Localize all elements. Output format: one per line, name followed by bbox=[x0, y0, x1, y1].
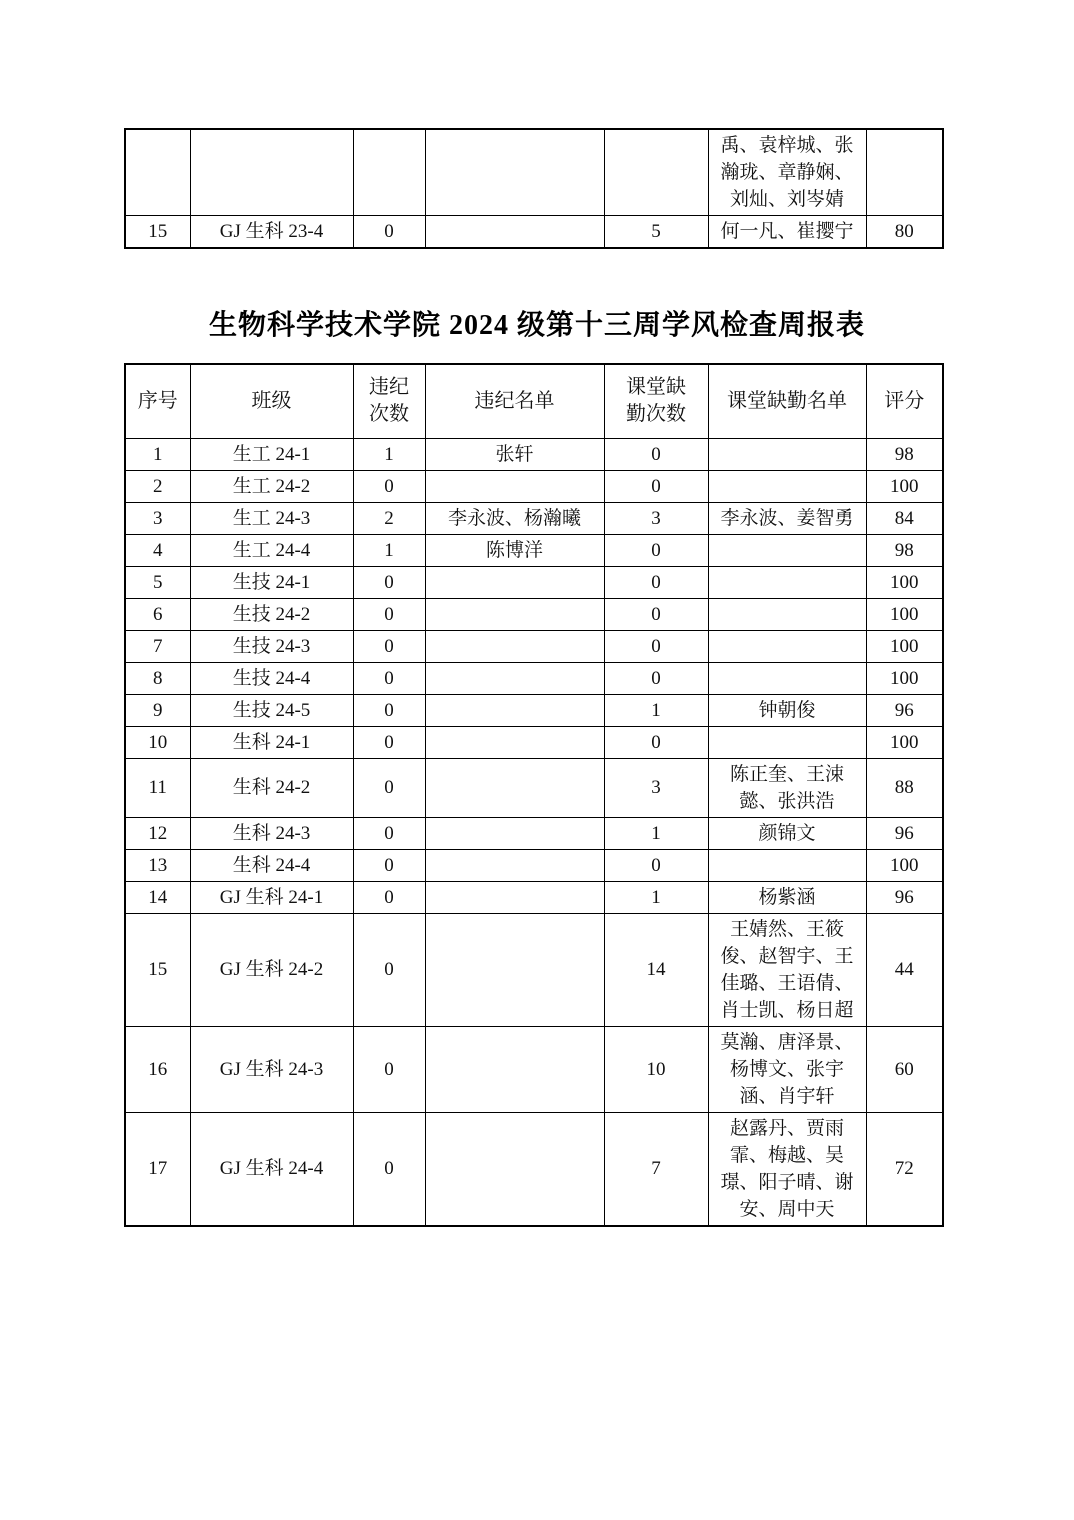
cell-score: 100 bbox=[866, 470, 943, 502]
cell-score: 96 bbox=[866, 694, 943, 726]
cell-absence-count: 0 bbox=[604, 438, 708, 470]
cell-no: 5 bbox=[125, 566, 190, 598]
cell-class bbox=[190, 129, 353, 216]
cell-absence-count: 7 bbox=[604, 1112, 708, 1226]
cell-violation-count: 0 bbox=[353, 849, 425, 881]
cell-absence-count: 0 bbox=[604, 598, 708, 630]
cell-class: GJ 生科 24-1 bbox=[190, 881, 353, 913]
cell-absence-count: 0 bbox=[604, 726, 708, 758]
table-row bbox=[125, 1112, 943, 1226]
table-row bbox=[125, 534, 943, 566]
cell-no: 7 bbox=[125, 630, 190, 662]
table-row bbox=[125, 662, 943, 694]
cell-absence-count: 1 bbox=[604, 817, 708, 849]
cell-score: 84 bbox=[866, 502, 943, 534]
cell-no: 15 bbox=[125, 913, 190, 1026]
cell-no bbox=[125, 129, 190, 216]
cell-class: 生工 24-3 bbox=[190, 502, 353, 534]
cell-violation-count: 1 bbox=[353, 534, 425, 566]
table-row bbox=[125, 913, 943, 1026]
previous-report-table-continuation bbox=[124, 128, 944, 249]
cell-violation-count: 0 bbox=[353, 470, 425, 502]
cell-violation-names bbox=[425, 566, 604, 598]
cell-violation-count: 0 bbox=[353, 216, 425, 249]
header-class: 班级 bbox=[190, 364, 353, 438]
table-row bbox=[125, 129, 943, 216]
cell-class: GJ 生科 24-4 bbox=[190, 1112, 353, 1226]
cell-score: 80 bbox=[866, 216, 943, 249]
cell-class: 生技 24-2 bbox=[190, 598, 353, 630]
cell-no: 17 bbox=[125, 1112, 190, 1226]
cell-no: 15 bbox=[125, 216, 190, 249]
cell-class: GJ 生科 24-3 bbox=[190, 1026, 353, 1112]
table-row bbox=[125, 1026, 943, 1112]
cell-violation-count: 0 bbox=[353, 1026, 425, 1112]
cell-violation-names bbox=[425, 1112, 604, 1226]
table-row bbox=[125, 726, 943, 758]
header-no: 序号 bbox=[125, 364, 190, 438]
table-row bbox=[125, 849, 943, 881]
cell-absence-count: 0 bbox=[604, 566, 708, 598]
cell-score: 88 bbox=[866, 758, 943, 817]
cell-no: 4 bbox=[125, 534, 190, 566]
cell-violation-names bbox=[425, 849, 604, 881]
cell-absence-names: 颜锦文 bbox=[708, 817, 866, 849]
cell-score: 100 bbox=[866, 630, 943, 662]
cell-score bbox=[866, 129, 943, 216]
table-row bbox=[125, 216, 943, 249]
main-table-head bbox=[125, 364, 943, 438]
cell-absence-names: 钟朝俊 bbox=[708, 694, 866, 726]
cell-violation-count: 0 bbox=[353, 630, 425, 662]
cell-absence-names: 王婧然、王筱俊、赵智宇、王佳璐、王语倩、肖士凯、杨日超 bbox=[708, 913, 866, 1026]
cell-violation-names bbox=[425, 694, 604, 726]
header-score: 评分 bbox=[866, 364, 943, 438]
cell-absence-names bbox=[708, 598, 866, 630]
cell-absence-count: 5 bbox=[604, 216, 708, 249]
cell-absence-names bbox=[708, 662, 866, 694]
cell-violation-names bbox=[425, 598, 604, 630]
header-violation-names: 违纪名单 bbox=[425, 364, 604, 438]
header-absence-names: 课堂缺勤名单 bbox=[708, 364, 866, 438]
cell-class: 生工 24-1 bbox=[190, 438, 353, 470]
cell-absence-count: 10 bbox=[604, 1026, 708, 1112]
cell-violation-names bbox=[425, 129, 604, 216]
cell-absence-count: 0 bbox=[604, 849, 708, 881]
cell-violation-names bbox=[425, 913, 604, 1026]
cell-no: 1 bbox=[125, 438, 190, 470]
cell-absence-names: 杨紫涵 bbox=[708, 881, 866, 913]
cell-class: 生科 24-2 bbox=[190, 758, 353, 817]
table-row bbox=[125, 502, 943, 534]
cell-class: GJ 生科 24-2 bbox=[190, 913, 353, 1026]
table-row bbox=[125, 694, 943, 726]
weekly-report-table bbox=[124, 363, 944, 1227]
cell-score: 96 bbox=[866, 817, 943, 849]
table-row bbox=[125, 566, 943, 598]
cell-violation-names bbox=[425, 630, 604, 662]
cell-violation-names bbox=[425, 726, 604, 758]
cell-score: 44 bbox=[866, 913, 943, 1026]
cell-absence-count: 3 bbox=[604, 758, 708, 817]
cell-absence-names bbox=[708, 849, 866, 881]
cell-class: 生科 24-3 bbox=[190, 817, 353, 849]
cell-violation-names bbox=[425, 470, 604, 502]
cell-score: 100 bbox=[866, 566, 943, 598]
cell-violation-names bbox=[425, 1026, 604, 1112]
cell-absence-count: 0 bbox=[604, 534, 708, 566]
header-absence-count: 课堂缺勤次数 bbox=[604, 364, 708, 438]
cell-violation-count: 0 bbox=[353, 758, 425, 817]
cell-violation-count: 0 bbox=[353, 913, 425, 1026]
cell-violation-names bbox=[425, 881, 604, 913]
top-table-body bbox=[125, 129, 943, 248]
cell-no: 8 bbox=[125, 662, 190, 694]
cell-absence-names: 陈正奎、王涑懿、张洪浩 bbox=[708, 758, 866, 817]
cell-absence-names bbox=[708, 534, 866, 566]
cell-score: 72 bbox=[866, 1112, 943, 1226]
report-title: 生物科学技术学院 2024 级第十三周学风检查周报表 bbox=[208, 310, 865, 341]
cell-violation-names: 陈博洋 bbox=[425, 534, 604, 566]
cell-violation-count: 0 bbox=[353, 694, 425, 726]
cell-no: 10 bbox=[125, 726, 190, 758]
cell-class: GJ 生科 23-4 bbox=[190, 216, 353, 249]
cell-class: 生技 24-5 bbox=[190, 694, 353, 726]
cell-absence-names: 禹、袁梓城、张瀚珑、章静娴、刘灿、刘岑婧 bbox=[708, 129, 866, 216]
cell-absence-count: 0 bbox=[604, 470, 708, 502]
header-violation-count: 违纪次数 bbox=[353, 364, 425, 438]
cell-score: 100 bbox=[866, 726, 943, 758]
cell-violation-count: 0 bbox=[353, 662, 425, 694]
cell-absence-names: 莫瀚、唐泽景、杨博文、张宇涵、肖宇轩 bbox=[708, 1026, 866, 1112]
cell-absence-count: 1 bbox=[604, 694, 708, 726]
cell-no: 12 bbox=[125, 817, 190, 849]
cell-absence-names: 李永波、姜智勇 bbox=[708, 502, 866, 534]
cell-absence-names bbox=[708, 630, 866, 662]
cell-score: 98 bbox=[866, 534, 943, 566]
table-row bbox=[125, 438, 943, 470]
cell-violation-count: 0 bbox=[353, 566, 425, 598]
cell-violation-names: 李永波、杨瀚曦 bbox=[425, 502, 604, 534]
cell-violation-count: 2 bbox=[353, 502, 425, 534]
cell-class: 生技 24-4 bbox=[190, 662, 353, 694]
cell-absence-names bbox=[708, 726, 866, 758]
cell-absence-count bbox=[604, 129, 708, 216]
table-row bbox=[125, 470, 943, 502]
cell-no: 9 bbox=[125, 694, 190, 726]
cell-violation-count bbox=[353, 129, 425, 216]
cell-absence-names: 何一凡、崔撄宁 bbox=[708, 216, 866, 249]
cell-class: 生技 24-1 bbox=[190, 566, 353, 598]
cell-absence-count: 0 bbox=[604, 662, 708, 694]
table-row bbox=[125, 598, 943, 630]
cell-violation-count: 0 bbox=[353, 817, 425, 849]
cell-class: 生科 24-1 bbox=[190, 726, 353, 758]
cell-no: 14 bbox=[125, 881, 190, 913]
cell-absence-names bbox=[708, 470, 866, 502]
cell-no: 16 bbox=[125, 1026, 190, 1112]
cell-violation-count: 0 bbox=[353, 598, 425, 630]
cell-class: 生技 24-3 bbox=[190, 630, 353, 662]
cell-violation-count: 0 bbox=[353, 881, 425, 913]
cell-score: 96 bbox=[866, 881, 943, 913]
cell-violation-names bbox=[425, 817, 604, 849]
cell-score: 60 bbox=[866, 1026, 943, 1112]
cell-absence-names: 赵露丹、贾雨霏、梅越、吴璟、阳子晴、谢安、周中天 bbox=[708, 1112, 866, 1226]
cell-absence-count: 3 bbox=[604, 502, 708, 534]
cell-absence-names bbox=[708, 438, 866, 470]
header-row bbox=[125, 364, 943, 438]
cell-violation-names bbox=[425, 662, 604, 694]
cell-violation-count: 1 bbox=[353, 438, 425, 470]
cell-no: 6 bbox=[125, 598, 190, 630]
cell-absence-count: 1 bbox=[604, 881, 708, 913]
cell-score: 100 bbox=[866, 662, 943, 694]
cell-class: 生科 24-4 bbox=[190, 849, 353, 881]
table-row bbox=[125, 881, 943, 913]
cell-violation-names bbox=[425, 216, 604, 249]
cell-score: 98 bbox=[866, 438, 943, 470]
cell-violation-count: 0 bbox=[353, 726, 425, 758]
cell-no: 2 bbox=[125, 470, 190, 502]
cell-class: 生工 24-4 bbox=[190, 534, 353, 566]
cell-no: 3 bbox=[125, 502, 190, 534]
cell-score: 100 bbox=[866, 849, 943, 881]
table-row bbox=[125, 817, 943, 849]
cell-violation-count: 0 bbox=[353, 1112, 425, 1226]
cell-no: 11 bbox=[125, 758, 190, 817]
cell-no: 13 bbox=[125, 849, 190, 881]
cell-score: 100 bbox=[866, 598, 943, 630]
table-row bbox=[125, 630, 943, 662]
cell-class: 生工 24-2 bbox=[190, 470, 353, 502]
table-row bbox=[125, 758, 943, 817]
main-table-body bbox=[125, 438, 943, 1226]
cell-violation-names bbox=[425, 758, 604, 817]
cell-absence-count: 0 bbox=[604, 630, 708, 662]
cell-absence-count: 14 bbox=[604, 913, 708, 1026]
cell-absence-names bbox=[708, 566, 866, 598]
cell-violation-names: 张轩 bbox=[425, 438, 604, 470]
